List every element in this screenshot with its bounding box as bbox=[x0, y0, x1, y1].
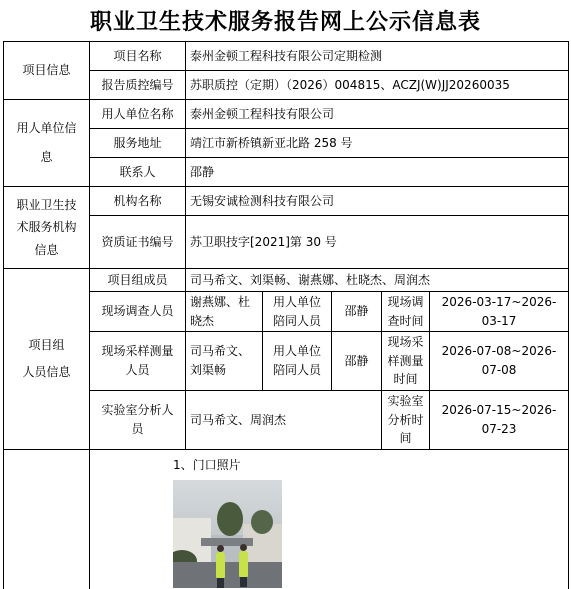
label-service-address: 服务地址 bbox=[90, 129, 186, 158]
value-agency-name: 无锡安诚检测科技有限公司 bbox=[186, 187, 569, 216]
disclosure-table bbox=[3, 41, 569, 589]
photo-person-2 bbox=[239, 551, 248, 577]
value-lab-time: 2026-07-15~2026-07-23 bbox=[430, 390, 569, 449]
site-survey-staff-line-1: 谢燕娜、杜 bbox=[190, 295, 251, 309]
site-survey-escort-line-1: 用人单位 bbox=[272, 295, 321, 309]
sampling-escort-line-1: 用人单位 bbox=[272, 344, 321, 359]
label-contact: 联系人 bbox=[90, 158, 186, 187]
value-lab-staff: 司马希文、周润杰 bbox=[186, 390, 382, 449]
section-agency-label-2: 术服务机构 bbox=[16, 220, 77, 235]
row-employer-name bbox=[4, 100, 569, 129]
value-sampling-escort: 邵静 bbox=[332, 332, 382, 391]
sampling-staff-line-2: 刘渠畅 bbox=[190, 363, 227, 378]
sampling-staff-line-1: 司马希文、 bbox=[190, 344, 251, 359]
photo-caption: 1、门口照片 bbox=[173, 457, 241, 472]
sampling-escort-line-2: 陪同人员 bbox=[272, 363, 321, 378]
lab-time-line-3: 间 bbox=[399, 431, 412, 446]
photo-section bbox=[90, 449, 569, 589]
sampling-time-line-1: 现场采 bbox=[387, 335, 424, 350]
photo-person-1 bbox=[216, 552, 225, 578]
label-cert-number: 资质证书编号 bbox=[90, 216, 186, 269]
value-sampling-staff bbox=[186, 332, 263, 391]
label-team-members: 项目组成员 bbox=[90, 269, 186, 292]
label-site-survey: 现场调查人员 bbox=[90, 292, 186, 332]
label-project-name: 项目名称 bbox=[90, 42, 186, 71]
lab-label-line-1: 实验室分析人 bbox=[101, 403, 174, 418]
section-agency-label-3: 信息 bbox=[34, 242, 59, 257]
sampling-label-line-1: 现场采样测量 bbox=[101, 344, 174, 359]
sampling-label-line-2: 人员 bbox=[125, 363, 150, 378]
value-contact: 邵静 bbox=[186, 158, 569, 187]
label-report-number: 报告质控编号 bbox=[90, 71, 186, 100]
value-team-members: 司马希文、刘渠畅、谢燕娜、杜晓杰、周润杰 bbox=[186, 269, 569, 292]
site-survey-escort-line-2: 陪同人员 bbox=[272, 313, 321, 328]
gate-photo[interactable] bbox=[173, 480, 282, 588]
sampling-time-line-2: 样测量 bbox=[387, 353, 424, 368]
photo-section-blank bbox=[4, 449, 90, 589]
photo-ground bbox=[173, 562, 282, 588]
value-employer-name: 泰州金顿工程科技有限公司 bbox=[186, 100, 569, 129]
section-personnel-info bbox=[4, 269, 90, 450]
label-employer-name: 用人单位名称 bbox=[90, 100, 186, 129]
section-project-info: 项目信息 bbox=[4, 42, 90, 100]
value-site-survey-time: 2026-03-17~2026-03-17 bbox=[430, 292, 569, 332]
lab-time-line-2: 分析时 bbox=[387, 412, 424, 427]
value-service-address: 靖江市新桥镇新亚北路 258 号 bbox=[186, 129, 569, 158]
value-cert-number: 苏卫职技字[2021]第 30 号 bbox=[186, 216, 569, 269]
section-agency-label-1: 职业卫生技 bbox=[16, 197, 77, 212]
site-survey-time-line-1: 现场调 bbox=[387, 295, 424, 309]
page-title: 职业卫生技术服务报告网上公示信息表 bbox=[89, 9, 481, 35]
site-survey-staff-line-2: 晓杰 bbox=[190, 313, 215, 328]
label-sampling-escort bbox=[263, 332, 332, 391]
section-employer-label-2: 息 bbox=[40, 150, 53, 164]
label-sampling-time bbox=[382, 332, 430, 391]
label-sampling bbox=[90, 332, 186, 391]
label-site-survey-escort bbox=[263, 292, 332, 332]
section-employer-info bbox=[4, 100, 90, 187]
photo-block bbox=[90, 456, 568, 589]
lab-label-line-2: 员 bbox=[131, 421, 144, 436]
value-report-number: 苏职质控（定期）（2026）004815、ACZJ(W)JJ20260035 bbox=[186, 71, 569, 100]
row-agency-name bbox=[4, 187, 569, 216]
row-project-name bbox=[4, 42, 569, 71]
label-lab-time bbox=[382, 390, 430, 449]
section-employer-label-1: 用人单位信 bbox=[16, 121, 77, 136]
label-site-survey-time bbox=[382, 292, 430, 332]
row-photos bbox=[4, 449, 569, 589]
row-team-members bbox=[4, 269, 569, 292]
value-site-survey-escort: 邵静 bbox=[332, 292, 382, 332]
lab-time-line-1: 实验室 bbox=[387, 393, 424, 408]
section-personnel-label-2: 人员信息 bbox=[22, 364, 71, 379]
site-survey-time-line-2: 查时间 bbox=[387, 313, 424, 328]
value-site-survey-staff bbox=[186, 292, 263, 332]
value-project-name: 泰州金顿工程科技有限公司定期检测 bbox=[186, 42, 569, 71]
label-lab bbox=[90, 390, 186, 449]
section-personnel-label-1: 项目组 bbox=[28, 338, 65, 353]
section-agency-info bbox=[4, 187, 90, 269]
value-sampling-time: 2026-07-08~2026-07-08 bbox=[430, 332, 569, 391]
label-agency-name: 机构名称 bbox=[90, 187, 186, 216]
sampling-time-line-3: 时间 bbox=[393, 372, 418, 387]
